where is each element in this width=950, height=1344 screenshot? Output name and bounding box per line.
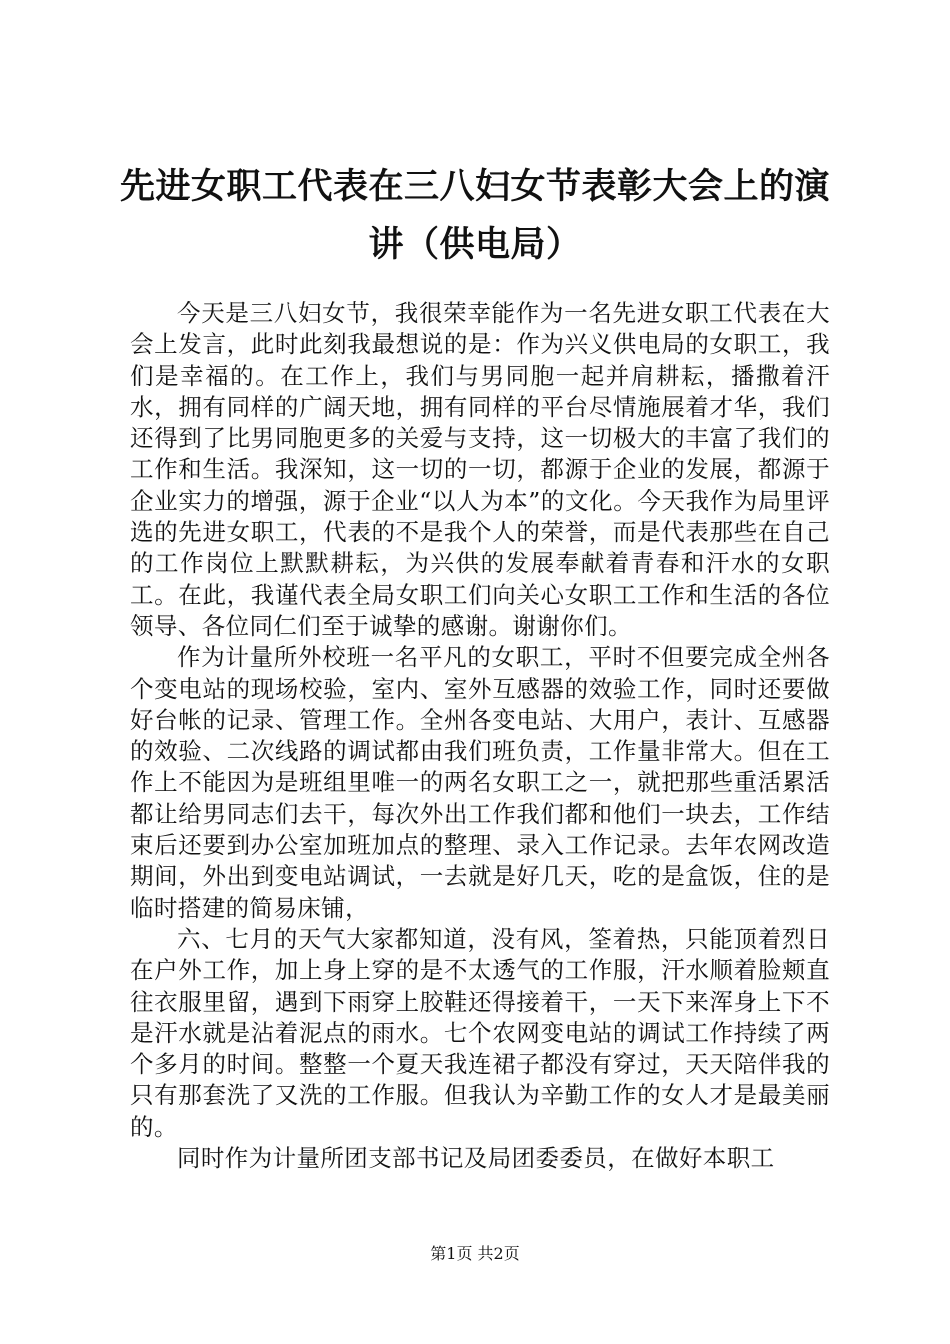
- paragraph: 作为计量所外校班一名平凡的女职工，平时不但要完成全州各个变电站的现场校验，室内、室外互感器的效验工作，同时还要做好台帐的记录、管理工作。全州各变电站、大用户，表计、互感器的效验、二次线路的调试都由我们班负责，工作量非常大。但在工作上不能因为是班组里唯一的两名女职工之一，就把那些重活累活都让给男同志们去干，每次外出工作我们都和他们一块去，工作结束后还要到办公室加班加点的整理、录入工作记录。去年农网改造期间，外出到变电站调试，一去就是好几天，吃的是盒饭，住的是临时搭建的简易床铺，: [130, 643, 830, 922]
- document-body: [130, 298, 830, 1174]
- paragraph: 六、七月的天气大家都知道，没有风，筌着热，只能顶着烈日在户外工作，加上身上穿的是不太透气的工作服，汗水顺着脸颊直往衣服里留，遇到下雨穿上胶鞋还得接着干，一天下来浑身上下不是汗水就是沾着泥点的雨水。七个农网变电站的调试工作持续了两个多月的时间。整整一个夏天我连裙子都没有穿过，天天陪伴我的只有那套洗了又洗的工作服。但我认为辛勤工作的女人才是最美丽的。: [130, 924, 830, 1141]
- document-title: 先进女职工代表在三八妇女节表彰大会上的演讲（供电局）: [119, 166, 830, 265]
- page-number-footer: 第1页 共2页: [430, 1244, 520, 1263]
- paragraph: 同时作为计量所团支部书记及局团委委员，在做好本职工: [177, 1144, 775, 1173]
- paragraph: 今天是三八妇女节，我很荣幸能作为一名先进女职工代表在大会上发言，此时此刻我最想说的是：作为兴义供电局的女职工，我们是幸福的。在工作上，我们与男同胞一起并肩耕耘，播撒着汗水，拥有同样的广阔天地，拥有同样的平台尽情施展着才华，我们还得到了比男同胞更多的关爱与支持，这一切极大的丰富了我们的工作和生活。我深知，这一切的一切，都源于企业的发展，都源于企业实力的增强，源于企业“以人为本”的文化。今天我作为局里评选的先进女职工，代表的不是我个人的荣誉，而是代表那些在自己的工作岗位上默默耕耘，为兴供的发展奉献着青春和汗水的女职工。在此，我谨代表全局女职工们向关心女职工工作和生活的各位领导、各位同仁们至于诚挚的感谢。谢谢你们。: [130, 299, 830, 640]
